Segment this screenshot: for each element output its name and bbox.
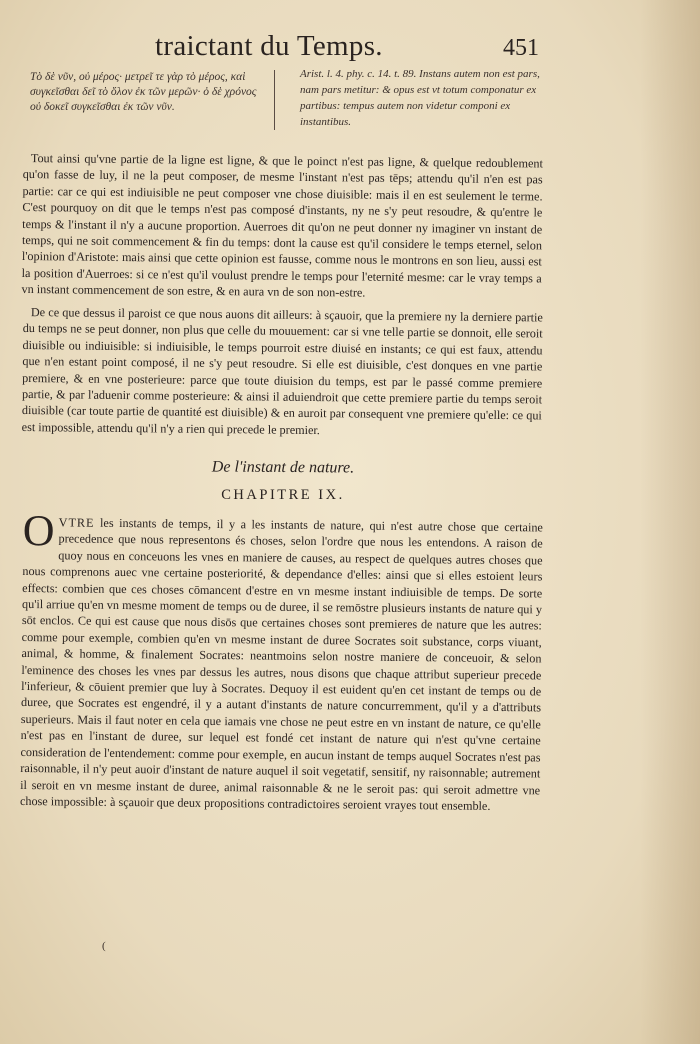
page-header	[0, 30, 700, 70]
margin-divider	[274, 70, 275, 130]
latin-margin-note: Arist. l. 4. phy. c. 14. t. 89. Instans autem non est pars, nam pars metitur: & opus est vt totum componatur ex partibus: tempus autem non videtur componi ex instantibus.	[300, 68, 540, 128]
page-edge-shading	[640, 0, 700, 1044]
main-text	[19, 150, 543, 813]
paragraph: Tout ainsi qu'vne partie de la ligne est ligne, & que le poinct n'est pas ligne, & quelque redoublement qu'on fasse de luy, il ne la peut composer, de mesme l'instant n'est pas tēps; attendu qu'il n'en est pas partie: car ce qui est indiuisible ne peut composer vne chose diuisible: mais il en est seulement le terme. C'est pourquoy on dit que le temps n'est pas composé d'instants, ny ne s'y peut resoudre, & qu'entre le temps & l'instant il n'y a aucune proportion. Auerroes dit qu'on ne peut donner ny imaginer vn instant de temps, qui ne soit commencement & fin du temps: dont la cause est qu'il considere le temps eternel, selon l'opinion d'Aristote: mais ainsi que cette opinion est fausse, comme nous le montrons en son lieu, aussi est la position d'Auerroes: si ce n'est qu'il voulust prendre le temps pour l'eternité mesme: car le vray temps a vn instant commencement de son estre, & en aura vn de son non-estre.	[21, 151, 543, 300]
greek-margin-note: Τὸ δὲ νῦν, οὐ μέρος· μετρεῖ τε γὰρ τὸ μέρος, καὶ συγκεῖσθαι δεῖ τὸ ὅλον ἐκ τῶν μερῶν· ὁ δὲ χρόνος οὐ δοκεῖ συγκεῖσθαι ἐκ τῶν νῦν.	[30, 71, 257, 113]
section-title: De l'instant de nature.	[211, 458, 355, 477]
paragraph-text: les instants de temps, il y a les instants de nature, qui n'est autre chose que certaine precedence que nous representons és choses, selon l'ordre que nous les entendons. A raison de quoy nous en conceuons les vnes en maniere de causes, au respect de quelques autres choses que nous comprenons auec vne certaine posteriorité, & dependance d'elles: ainsi que si elles estoient leurs effects: combien que ces choses cōmancent d'estre en vn mesme instant indiuisible de temps. De sorte qu'il arriue qu'en vn mesme moment de temps ou de duree, il se remōstre plusieurs instants de nature qui y sōt enclos. Ce qui est cause que nous disōs que certaines choses sont premieres de nature que les autres: comme pour exemple, combien qu'en vn mesme instant de duree Socrates soit substance, corps viuant, animal, & homme, & finalement Socrates: neantmoins selon nostre maniere de conceuoir, & selon l'eminence des choses les vnes par dessus les autres, nous disons que chaque attribut superieur precede l'inferieur, & cōuient premier que luy à Socrates. Dequoy il est euident qu'en cet instant de temps ou de duree, que Socrates est engendré, il y a autant d'instants de nature concurremment, qu'il y a d'attributs superieurs. Mais il faut noter en cela que iamais vne chose ne peut estre en vn instant de nature, ce qu'elle n'est pas en l'instant de duree, sur lequel est fondé cet instant de nature qui n'est qu'vne certaine consideration de l'entendement: comme pour exemple, en aucun instant de temps auquel Socrates n'est pas raisonnable, il n'y peut auoir d'instant de nature auquel il soit vegetatif, sensitif, ny raisonnable; autrement il seroit en vn mesme instant de duree, animal raisonnable & ne le seroit pas: qui seroit admettre vne chose impossible: à sçauoir que deux propositions contradictoires seroient vrayes tout ensemble.	[19, 515, 543, 813]
chapter-title: CHAPITRE IX.	[221, 486, 345, 503]
paragraph: De ce que dessus il paroist ce que nous auons dit ailleurs: à sçauoir, que la premiere ny la derniere partie du temps ne se peut donner, non plus que celle du mouuement: car si vne telle partie se donnoit, elle seroit diuisible ou indiuisible: si indiuisible, le temps pourroit estre diuisé en instants; ce qui est faux, attendu que n'en estant point composé, il ne s'y peut resoudre. Si elle est diuisible, c'est donques en vne partie premiere, & en vne posterieure: parce que toute diuision du temps, est par le passé comme premiere partie, & par l'aduenir comme posterieure: & ainsi il aduiendroit que cette premiere partie du temps seroit diuisible (car toute partie de quantité est diuisible) & en auroit par consequent vne premiere qu'elle: ce qui est impossible, attendu qu'il n'y a rien qui precede le premier.	[21, 304, 543, 437]
paragraph-chapter-opening	[19, 505, 543, 815]
running-title: traictant du Temps.	[155, 30, 383, 62]
drop-cap: O	[22, 505, 55, 556]
lead-word: VTRE	[58, 515, 95, 530]
footer-mark: (	[102, 940, 106, 952]
page-number: 451	[503, 35, 539, 61]
